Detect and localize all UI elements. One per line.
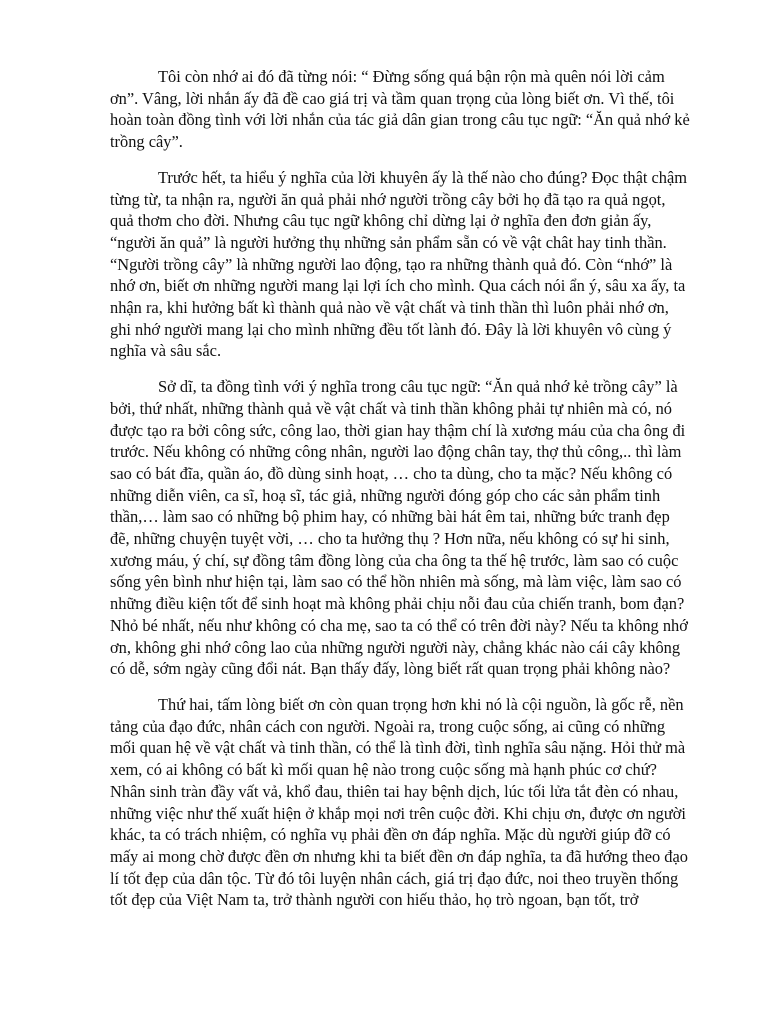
document-page xyxy=(110,66,692,925)
paragraph-meaning: Trước hết, ta hiểu ý nghĩa của lời khuyên ấy là thế nào cho đúng? Đọc thật chậm từng từ, ta nhận ra, người ăn quả phải nhớ người trồng cây bởi họ đã tạo ra quả ngọt, quả thơm cho đời. Nhưng câu tục ngữ không chỉ dừng lại ở nghĩa đen đơn giản ấy, “người ăn quả” là người hưởng thụ những sản phẩm sẵn có về vật chât hay tinh thần. “Người trồng cây” là những người lao động, tạo ra những thành quả đó. Còn “nhớ” là nhớ ơn, biết ơn những người mang lại lợi ích cho mình. Qua cách nói ẩn ý, sâu xa ấy, ta nhận ra, khi hưởng bất kì thành quả nào về vật chất và tinh thần thì luôn phải nhớ ơn, ghi nhớ người mang lại cho mình những đều tốt lành đó. Đây là lời khuyên vô cùng ý nghĩa và sâu sắc. xyxy=(110,167,688,361)
paragraph-intro: Tôi còn nhớ ai đó đã từng nói: “ Đừng sống quá bận rộn mà quên nói lời cảm ơn”. Vâng, lời nhắn ấy đã đề cao giá trị và tầm quan trọng của lòng biết ơn. Vì thế, tôi hoàn toàn đồng tình với lời nhắn của tác giả dân gian trong câu tục ngữ: “Ăn quả nhớ kẻ trồng cây”. xyxy=(110,67,690,152)
paragraph-reason-two: Thứ hai, tấm lòng biết ơn còn quan trọng hơn khi nó là cội nguồn, là gốc rễ, nền tảng của đạo đức, nhân cách con người. Ngoài ra, trong cuộc sống, ai cũng có những mối quan hệ về vật chất và tinh thần, có thể là tình đời, tình nghĩa sâu nặng. Hỏi thử mà xem, có ai không có bất kì mối quan hệ nào trong cuộc sống mà hạnh phúc cơ chứ? Nhân sinh tràn đầy vất vả, khổ đau, thiên tai hay bệnh dịch, lúc tối lửa tắt đèn có nhau, những việc như thế xuất hiện ở khắp mọi nơi trên cuộc đời. Khi chịu ơn, được ơn người khác, ta có trách nhiệm, có nghĩa vụ phải đền ơn đáp nghĩa. Mặc dù người giúp đỡ có mấy ai mong chờ được đền ơn nhưng khi ta biết đền ơn đáp nghĩa, ta đã hướng theo đạo lí tốt đẹp của dân tộc. Từ đó tôi luyện nhân cách, giá trị đạo đức, noi theo truyền thống tốt đẹp của Việt Nam ta, trở thành người con hiếu thảo, họ trò ngoan, bạn tốt, trở xyxy=(110,694,688,910)
paragraph-reason-one: Sở dĩ, ta đồng tình với ý nghĩa trong câu tục ngữ: “Ăn quả nhớ kẻ trồng cây” là bởi, thứ nhất, những thành quả về vật chất và tinh thần không phải tự nhiên mà có, nó được tạo ra bởi công sức, công lao, thời gian hay thậm chí là xương máu của cha ông đi trước. Nếu không có những công nhân, người lao động chân tay, thợ thủ công,.. thì làm sao có bát đĩa, quần áo, đồ dùng sinh hoạt, … cho ta dùng, cho ta mặc? Nếu không có những diễn viên, ca sĩ, hoạ sĩ, tác giả, những người đóng góp cho các sản phẩm tinh thần,… làm sao có những bộ phim hay, có những bài hát êm tai, những bức tranh đẹp đẽ, những chuyện tuyệt vời, … cho ta hưởng thụ ? Hơn nữa, nếu không có sự hi sinh, xương máu, ý chí, sự đồng tâm đồng lòng của cha ông ta thế hệ trước, làm sao có cuộc sống yên bình như hiện tại, làm sao có thể hồn nhiên mà sống, mà làm việc, làm sao có những điều kiện tốt để sinh hoạt mà không phải chịu nỗi đau của chiến tranh, bom đạn? Nhỏ bé nhất, nếu như không có cha mẹ, sao ta có thể có trên đời này? Nếu ta không nhớ ơn, không ghi nhớ công lao của những người người này, chẳng khác nào cái cây không có dễ, sớm ngày cũng đổi nát. Bạn thấy đấy, lòng biết rất quan trọng phải không nào? xyxy=(110,377,688,679)
